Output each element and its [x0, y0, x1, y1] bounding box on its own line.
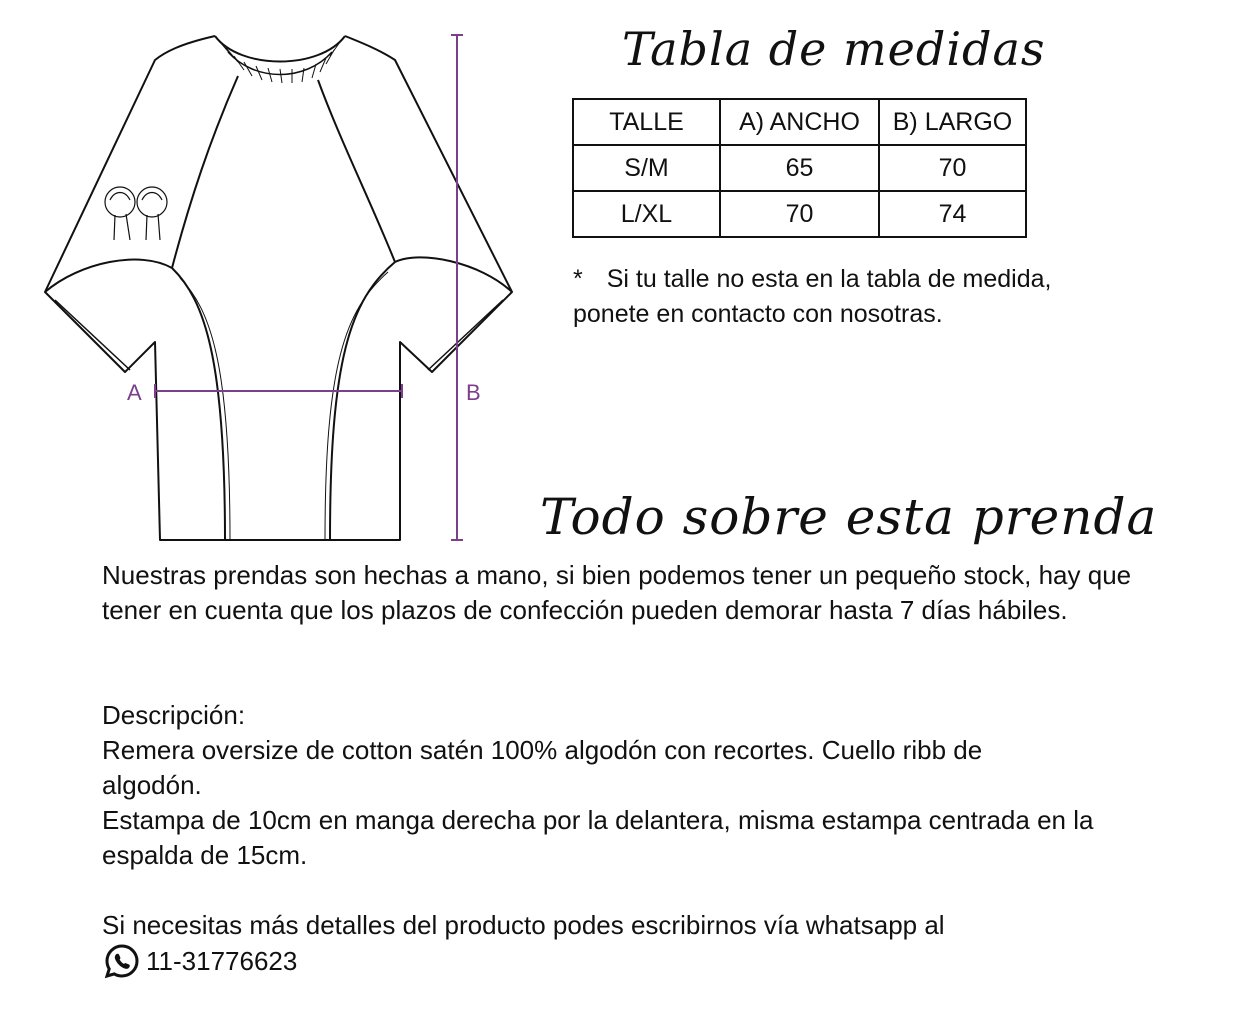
table-cell: L/XL — [573, 191, 720, 237]
garment-outline — [45, 36, 512, 540]
table-header-row — [573, 99, 1026, 145]
size-table-title: Tabla de medidas — [622, 22, 1046, 76]
measure-b-label: B — [466, 380, 481, 405]
table-cell: 70 — [720, 191, 879, 237]
table-row — [573, 145, 1026, 191]
table-cell: 65 — [720, 145, 879, 191]
size-table — [572, 98, 1027, 238]
table-cell: 70 — [879, 145, 1026, 191]
panel-seam-right — [330, 262, 395, 540]
sleeve-print — [105, 187, 167, 240]
size-note — [573, 262, 1133, 332]
phone-row[interactable] — [104, 943, 297, 979]
phone-number[interactable]: 11-31776623 — [146, 945, 298, 976]
column-header: B) LARGO — [879, 99, 1026, 145]
note-line-1: Si tu talle no esta en la tabla de medida, — [606, 265, 1052, 293]
raglan-seam-left — [172, 76, 238, 268]
intro-paragraph: Nuestras prendas son hechas a mano, si bien podemos tener un pequeño stock, hay que tener en cuenta que los plazos de confección pueden demorar hasta 7 días hábiles. — [102, 560, 1132, 625]
table-cell: S/M — [573, 145, 720, 191]
whatsapp-icon — [104, 943, 140, 979]
about-title: Todo sobre esta prenda — [540, 488, 1158, 546]
note-asterisk: * — [573, 265, 583, 293]
description-line-2: Estampa de 10cm en manga derecha por la delantera, misma estampa centrada en la espalda de 15cm. — [102, 805, 1094, 870]
column-header: A) ANCHO — [720, 99, 879, 145]
table-cell: 74 — [879, 191, 1026, 237]
description-line-1: Remera oversize de cotton satén 100% algodón con recortes. Cuello ribb de algodón. — [102, 735, 983, 800]
note-line-2: ponete en contacto con nosotras. — [573, 300, 943, 328]
garment-flat-sketch — [0, 0, 560, 560]
description-heading: Descripción: — [102, 700, 246, 730]
column-header: TALLE — [573, 99, 720, 145]
contact-text: Si necesitas más detalles del producto podes escribirnos vía whatsapp al — [102, 910, 945, 940]
panel-seam-left — [172, 268, 225, 540]
measure-a-label: A — [127, 380, 142, 405]
table-row — [573, 191, 1026, 237]
raglan-seam-right — [318, 80, 395, 262]
